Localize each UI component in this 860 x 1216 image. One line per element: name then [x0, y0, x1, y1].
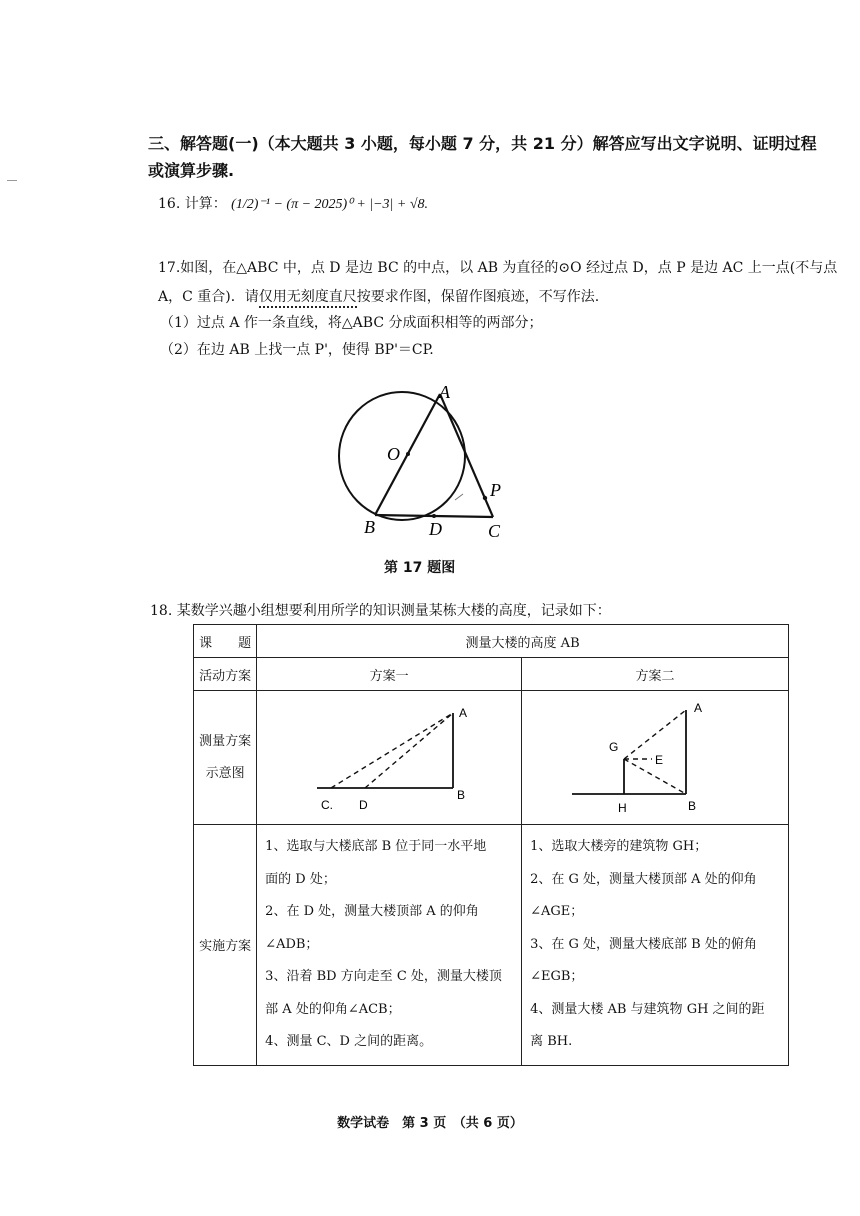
page-footer: 数学试卷 第 3 页 （共 6 页）: [337, 1116, 523, 1131]
label-b: B: [688, 798, 697, 813]
label-a: A: [694, 700, 703, 715]
impl-line: ∠AGE；: [530, 904, 584, 919]
label-d: D: [359, 797, 368, 812]
impl-line: 1、选取与大楼底部 B 位于同一水平地: [265, 839, 487, 854]
section-heading: 三、解答题(一)（本大题共 3 小题，每小题 7 分，共 21 分）解答应写出文字说明、证明过程或演算步骤.: [148, 134, 817, 180]
impl-cell-2: [522, 825, 789, 1066]
label-a: A: [459, 705, 468, 720]
impl-line: 3、沿着 BD 方向走至 C 处，测量大楼顶: [265, 969, 502, 984]
question-17-part2: （2）在边 AB 上找一点 P'，使得 BP'＝CP.: [160, 342, 434, 358]
diagram-cell-2: [522, 691, 789, 825]
point-p: [483, 496, 487, 500]
label-line: 示意图: [205, 765, 245, 781]
label-e: E: [655, 752, 664, 767]
table-row-impl: [194, 825, 789, 1066]
math-expression: (1/2)⁻¹ − (π − 2025)⁰ + |−3| + √8.: [231, 197, 429, 212]
table-label-impl: 实施方案: [194, 825, 257, 1066]
scan-edge-mark: [7, 180, 17, 181]
label-b: B: [364, 517, 375, 537]
label-p: P: [490, 480, 501, 500]
impl-line: 2、在 G 处，测量大楼顶部 A 处的仰角: [530, 871, 757, 887]
point-d: [432, 514, 436, 518]
table-plan-2: 方案二: [522, 658, 789, 691]
impl-line: 3、在 G 处，测量大楼底部 B 处的俯角: [530, 936, 757, 952]
table-topic: 测量大楼的高度 AB: [257, 625, 789, 658]
label-g: G: [609, 739, 619, 754]
question-18: [150, 601, 611, 621]
label-b: B: [457, 787, 466, 802]
table-row-topic: [194, 625, 789, 658]
diagram-cell-1: [257, 691, 522, 825]
impl-line: 2、在 D 处，测量大楼顶部 A 的仰角: [265, 904, 479, 919]
figure-17: [330, 378, 520, 544]
circle-o: [339, 392, 465, 520]
label-c: C: [488, 521, 501, 541]
sight-line-ca: [331, 713, 453, 788]
question-17-part1: （1）过点 A 作一条直线，将△ABC 分成面积相等的两部分；: [160, 315, 543, 331]
sight-line-da: [365, 713, 453, 788]
impl-line: 1、选取大楼旁的建筑物 GH；: [530, 839, 708, 854]
question-17-line2: [158, 287, 599, 307]
question-16: [158, 194, 428, 215]
label-d: D: [429, 519, 442, 539]
question-text: 某数学兴趣小组想要利用所学的知识测量某栋大楼的高度，记录如下：: [176, 603, 611, 619]
sight-line-ga: [624, 710, 686, 759]
question-number: 17.: [158, 260, 181, 276]
point-o: [406, 452, 410, 456]
impl-line: 离 BH.: [530, 1034, 573, 1049]
figure-17-caption: 第 17 题图: [384, 560, 456, 576]
table-row-plan: [194, 658, 789, 691]
question-17-line1: [158, 258, 837, 278]
table-plan-1: 方案一: [257, 658, 522, 691]
impl-line: 面的 D 处；: [265, 871, 336, 887]
impl-line: 部 A 处的仰角∠ACB；: [265, 1001, 401, 1017]
impl-line: ∠EGB；: [530, 969, 584, 984]
question-text: A，C 重合)．请: [158, 289, 259, 305]
question-number: 16.: [158, 196, 181, 212]
label-h: H: [618, 800, 627, 815]
impl-line: 4、测量 C、D 之间的距离。: [265, 1034, 433, 1049]
label-line: 测量方案: [199, 733, 252, 749]
label-o: O: [387, 444, 400, 464]
construction-trace: [455, 494, 463, 500]
table-label-plan: 活动方案: [194, 658, 257, 691]
question-prefix: 计算：: [184, 196, 227, 212]
label-c: C.: [321, 797, 334, 812]
table-label-diagram: [194, 691, 257, 825]
diagram-plan-2: [522, 693, 780, 823]
label-a: A: [439, 382, 450, 402]
question-text: 如图，在△ABC 中，点 D 是边 BC 的中点，以 AB 为直径的⊙O 经过点 D，点 P 是边 AC 上一点(不与点: [180, 260, 838, 276]
question-number: 18.: [150, 603, 173, 619]
impl-line: 4、测量大楼 AB 与建筑物 GH 之间的距: [530, 1001, 765, 1017]
diagram-plan-1: [257, 693, 513, 823]
table-row-diagram: [194, 691, 789, 825]
impl-cell-1: [257, 825, 522, 1066]
measurement-table: [193, 624, 789, 1066]
emphasis-text: 仅用无刻度直尺: [259, 289, 357, 308]
impl-line: ∠ADB；: [265, 936, 319, 952]
question-text: 按要求作图，保留作图痕迹，不写作法.: [356, 289, 600, 305]
table-label-topic: 课 题: [194, 625, 257, 658]
